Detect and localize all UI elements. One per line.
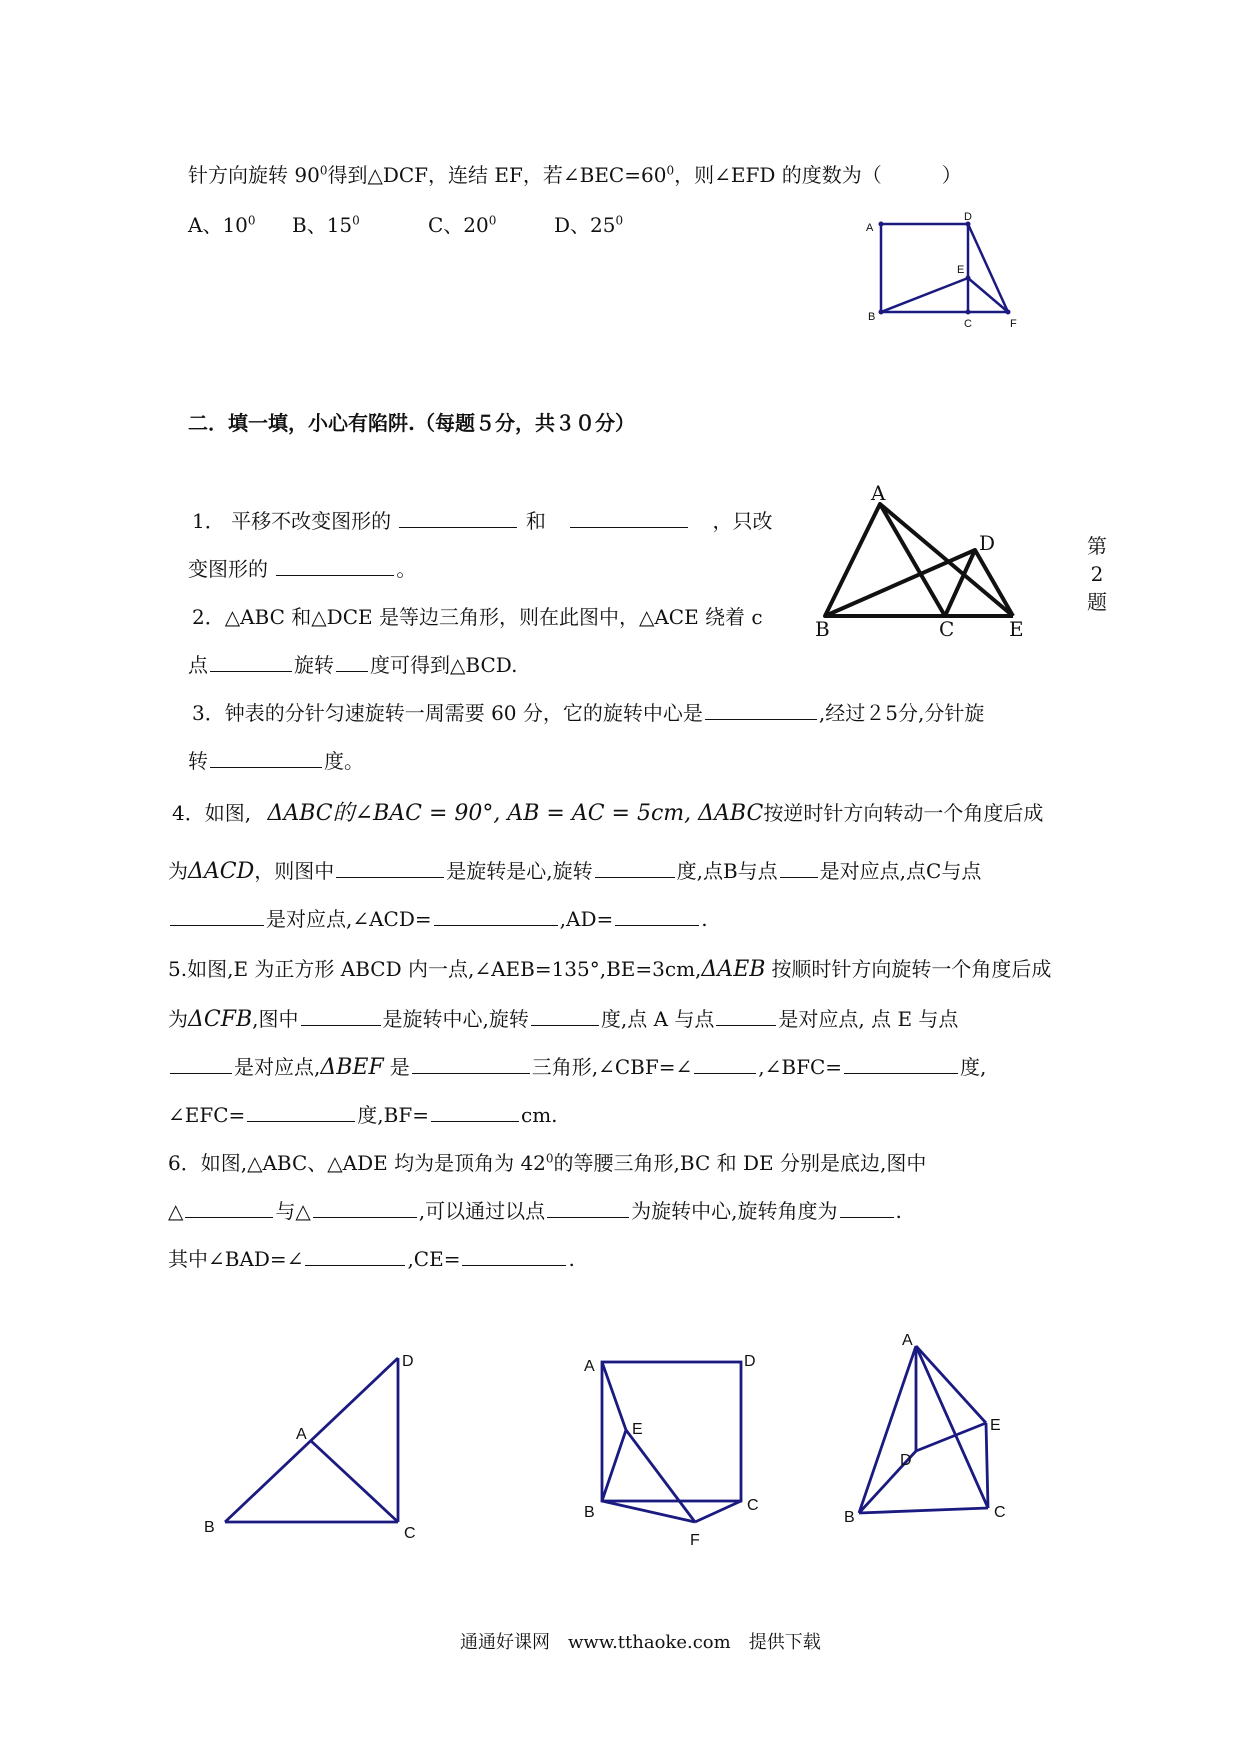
text: . — [568, 1247, 575, 1271]
fig5-square — [570, 1345, 790, 1565]
label-a: A — [871, 481, 886, 505]
blank[interactable] — [412, 1055, 530, 1074]
label-c: C — [994, 1504, 1006, 1521]
fig2-side-caption — [1084, 532, 1110, 616]
text: 。 — [396, 557, 417, 581]
item-6-line-1 — [168, 1150, 926, 1176]
degree-mark: 0 — [352, 213, 360, 228]
blank[interactable] — [716, 1007, 776, 1026]
q10-text-line — [188, 162, 962, 188]
blank[interactable] — [399, 509, 517, 528]
item-2-line-2 — [188, 652, 517, 678]
blank[interactable] — [840, 1199, 894, 1218]
math-expression: ΔBEF — [320, 1055, 384, 1080]
label-d: D — [744, 1353, 756, 1370]
blank[interactable] — [170, 1055, 232, 1074]
label-e: E — [1009, 617, 1024, 641]
text: ,AD= — [559, 907, 614, 931]
blank[interactable] — [185, 1199, 273, 1218]
text: ,∠BFC= — [758, 1055, 843, 1079]
q10-option-c[interactable] — [428, 212, 496, 238]
text: 度,BF= — [357, 1103, 429, 1127]
blank[interactable] — [301, 1007, 381, 1026]
math-expression: ΔAEB — [701, 957, 766, 982]
blank[interactable] — [276, 557, 394, 576]
caption-char: 题 — [1087, 590, 1107, 614]
item-6-line-3 — [168, 1246, 575, 1272]
label-c: C — [404, 1525, 416, 1542]
label-d: D — [900, 1452, 912, 1469]
text: 变图形的 — [188, 557, 268, 581]
degree-mark: 0 — [615, 213, 624, 228]
blank[interactable] — [210, 653, 292, 672]
label-b: B — [204, 1519, 215, 1536]
blank[interactable] — [694, 1055, 756, 1074]
label-e: E — [632, 1421, 643, 1438]
blank[interactable] — [547, 1199, 629, 1218]
text: 其中∠BAD=∠ — [168, 1247, 304, 1271]
text: 是对应点, — [234, 1055, 321, 1079]
item-4-line-1 — [172, 800, 1043, 827]
blank[interactable] — [431, 1103, 519, 1122]
q10-part-a: 针方向旋转 90 — [188, 163, 320, 187]
item-3-line-1 — [192, 700, 984, 726]
fig6-triangles — [840, 1330, 1050, 1560]
text: 3．钟表的分针匀速旋转一周需要 60 分，它的旋转中心是 — [192, 701, 703, 725]
blank[interactable] — [595, 859, 675, 878]
label-a: A — [866, 222, 874, 234]
blank[interactable] — [434, 907, 558, 926]
math-expression: ΔACD — [188, 859, 255, 884]
blank[interactable] — [705, 701, 817, 720]
label-c: C — [964, 318, 972, 330]
blank[interactable] — [170, 907, 264, 926]
label-b: B — [815, 617, 830, 641]
caption-char: 第 — [1087, 534, 1107, 558]
item-1-line-2 — [188, 556, 416, 582]
blank[interactable] — [570, 509, 688, 528]
label-c: C — [747, 1497, 759, 1514]
option-label: B、15 — [292, 213, 353, 237]
text: 按逆时针方向转动一个角度后成 — [763, 801, 1044, 825]
label-b: B — [584, 1504, 595, 1521]
blank[interactable] — [462, 1247, 566, 1266]
text: 转 — [188, 749, 208, 773]
text: . — [895, 1199, 902, 1223]
blank[interactable] — [780, 859, 818, 878]
text: 旋转 — [294, 653, 334, 677]
text: 度可得到△BCD. — [370, 653, 518, 677]
degree-mark: 0 — [666, 163, 675, 178]
blank[interactable] — [531, 1007, 599, 1026]
text: ，只改 — [712, 509, 773, 533]
text: 4．如图, — [172, 801, 252, 825]
label-d: D — [402, 1353, 414, 1370]
text: 6．如图,△ABC、△ADE 均为是顶角为 42 — [168, 1151, 546, 1175]
item-2-line-1: 2．△ABC 和△DCE 是等边三角形，则在此图中，△ACE 绕着 c — [192, 605, 763, 629]
text: 按顺时针方向旋转一个角度后成 — [771, 957, 1052, 981]
text: ,图中 — [252, 1007, 299, 1031]
item-3-line-2 — [188, 748, 364, 774]
text: 1． 平移不改变图形的 — [192, 509, 392, 533]
text: ,CE= — [407, 1247, 461, 1271]
label-b: B — [868, 311, 876, 323]
text: 度,点B与点 — [676, 859, 778, 883]
label-a: A — [584, 1358, 595, 1375]
text: ,经过２5分,分针旋 — [818, 701, 985, 725]
q10-option-d[interactable] — [554, 212, 623, 238]
q10-option-b[interactable] — [292, 212, 360, 238]
item-4-line-3 — [168, 906, 708, 932]
text: 是对应点,点C与点 — [819, 859, 982, 883]
blank[interactable] — [305, 1247, 405, 1266]
text: cm. — [521, 1103, 558, 1127]
item-6-line-2 — [168, 1198, 902, 1224]
text: 三角形,∠CBF=∠ — [531, 1055, 693, 1079]
text: ,可以通过以点 — [418, 1199, 546, 1223]
option-label: A、10 — [188, 213, 248, 237]
item-5-line-2 — [168, 1006, 958, 1033]
text: ∠EFC= — [168, 1103, 246, 1127]
degree-mark: 0 — [247, 213, 256, 228]
text: 5.如图,E 为正方形 ABCD 内一点,∠AEB=135°,BE=3cm, — [168, 957, 702, 981]
caption-char: 2 — [1090, 562, 1104, 586]
text: 为旋转中心,旋转角度为 — [631, 1199, 838, 1223]
text: 度, — [960, 1055, 987, 1079]
item-1-line-1 — [192, 508, 773, 534]
q10-option-a[interactable] — [188, 212, 256, 238]
text: 是 — [389, 1055, 410, 1079]
section-2-title: 二．填一填，小心有陷阱.（每题５分，共３０分） — [188, 411, 635, 435]
label-c: C — [939, 617, 955, 641]
label-a: A — [296, 1426, 307, 1443]
item-5-line-3 — [168, 1054, 986, 1081]
text: 为 — [168, 1007, 188, 1031]
label-f: F — [690, 1532, 700, 1549]
text: 是旋转是心,旋转 — [446, 859, 593, 883]
text: 度。 — [324, 749, 364, 773]
text: 的等腰三角形,BC 和 DE 分别是底边,图中 — [553, 1151, 927, 1175]
blank[interactable] — [336, 859, 444, 878]
text: 和 — [525, 509, 546, 533]
item-4-line-2 — [168, 858, 981, 885]
option-label: D、25 — [554, 213, 616, 237]
footer-credit: 通通好课网 www.tthaoke.com 提供下载 — [460, 1632, 821, 1653]
blank[interactable] — [247, 1103, 355, 1122]
text: 是旋转中心,旋转 — [382, 1007, 529, 1031]
item-5-line-1 — [168, 956, 1051, 983]
text: 点 — [188, 653, 208, 677]
label-a: A — [902, 1332, 913, 1349]
degree-mark: 0 — [488, 213, 497, 228]
degree-mark: 0 — [545, 1151, 554, 1166]
q10-part-b: 得到△DCF，连结 EF，若∠BEC=60 — [327, 163, 667, 187]
blank[interactable] — [844, 1055, 958, 1074]
text: 与△ — [275, 1199, 311, 1223]
text: △ — [168, 1199, 184, 1223]
label-b: B — [844, 1509, 855, 1526]
fig2-equilateral-triangles — [815, 481, 1055, 641]
blank[interactable] — [210, 749, 322, 768]
blank[interactable] — [313, 1199, 417, 1218]
math-expression: ΔCFB — [188, 1007, 253, 1032]
math-expression: ΔABC的∠BAC = 90°, AB = AC = 5cm, ΔABC — [267, 801, 764, 826]
label-f: F — [1010, 318, 1017, 330]
text: 为 — [168, 859, 188, 883]
text: 是对应点, 点 E 与点 — [778, 1007, 959, 1031]
text: ，则图中 — [254, 859, 335, 883]
item-5-line-4 — [168, 1102, 558, 1128]
blank[interactable] — [336, 653, 368, 672]
label-e: E — [990, 1417, 1001, 1434]
q10-square-figure — [860, 210, 1040, 340]
text: 是对应点,∠ACD= — [266, 907, 432, 931]
text: 度,点 A 与点 — [600, 1007, 715, 1031]
label-d: D — [964, 211, 972, 223]
fig4-triangle — [200, 1340, 440, 1560]
q10-part-c: ，则∠EFD 的度数为（ ） — [674, 163, 962, 187]
option-label: C、20 — [428, 213, 489, 237]
label-d: D — [979, 531, 996, 555]
text: . — [701, 907, 708, 931]
blank[interactable] — [615, 907, 699, 926]
degree-mark: 0 — [319, 163, 328, 178]
label-e: E — [957, 264, 965, 276]
